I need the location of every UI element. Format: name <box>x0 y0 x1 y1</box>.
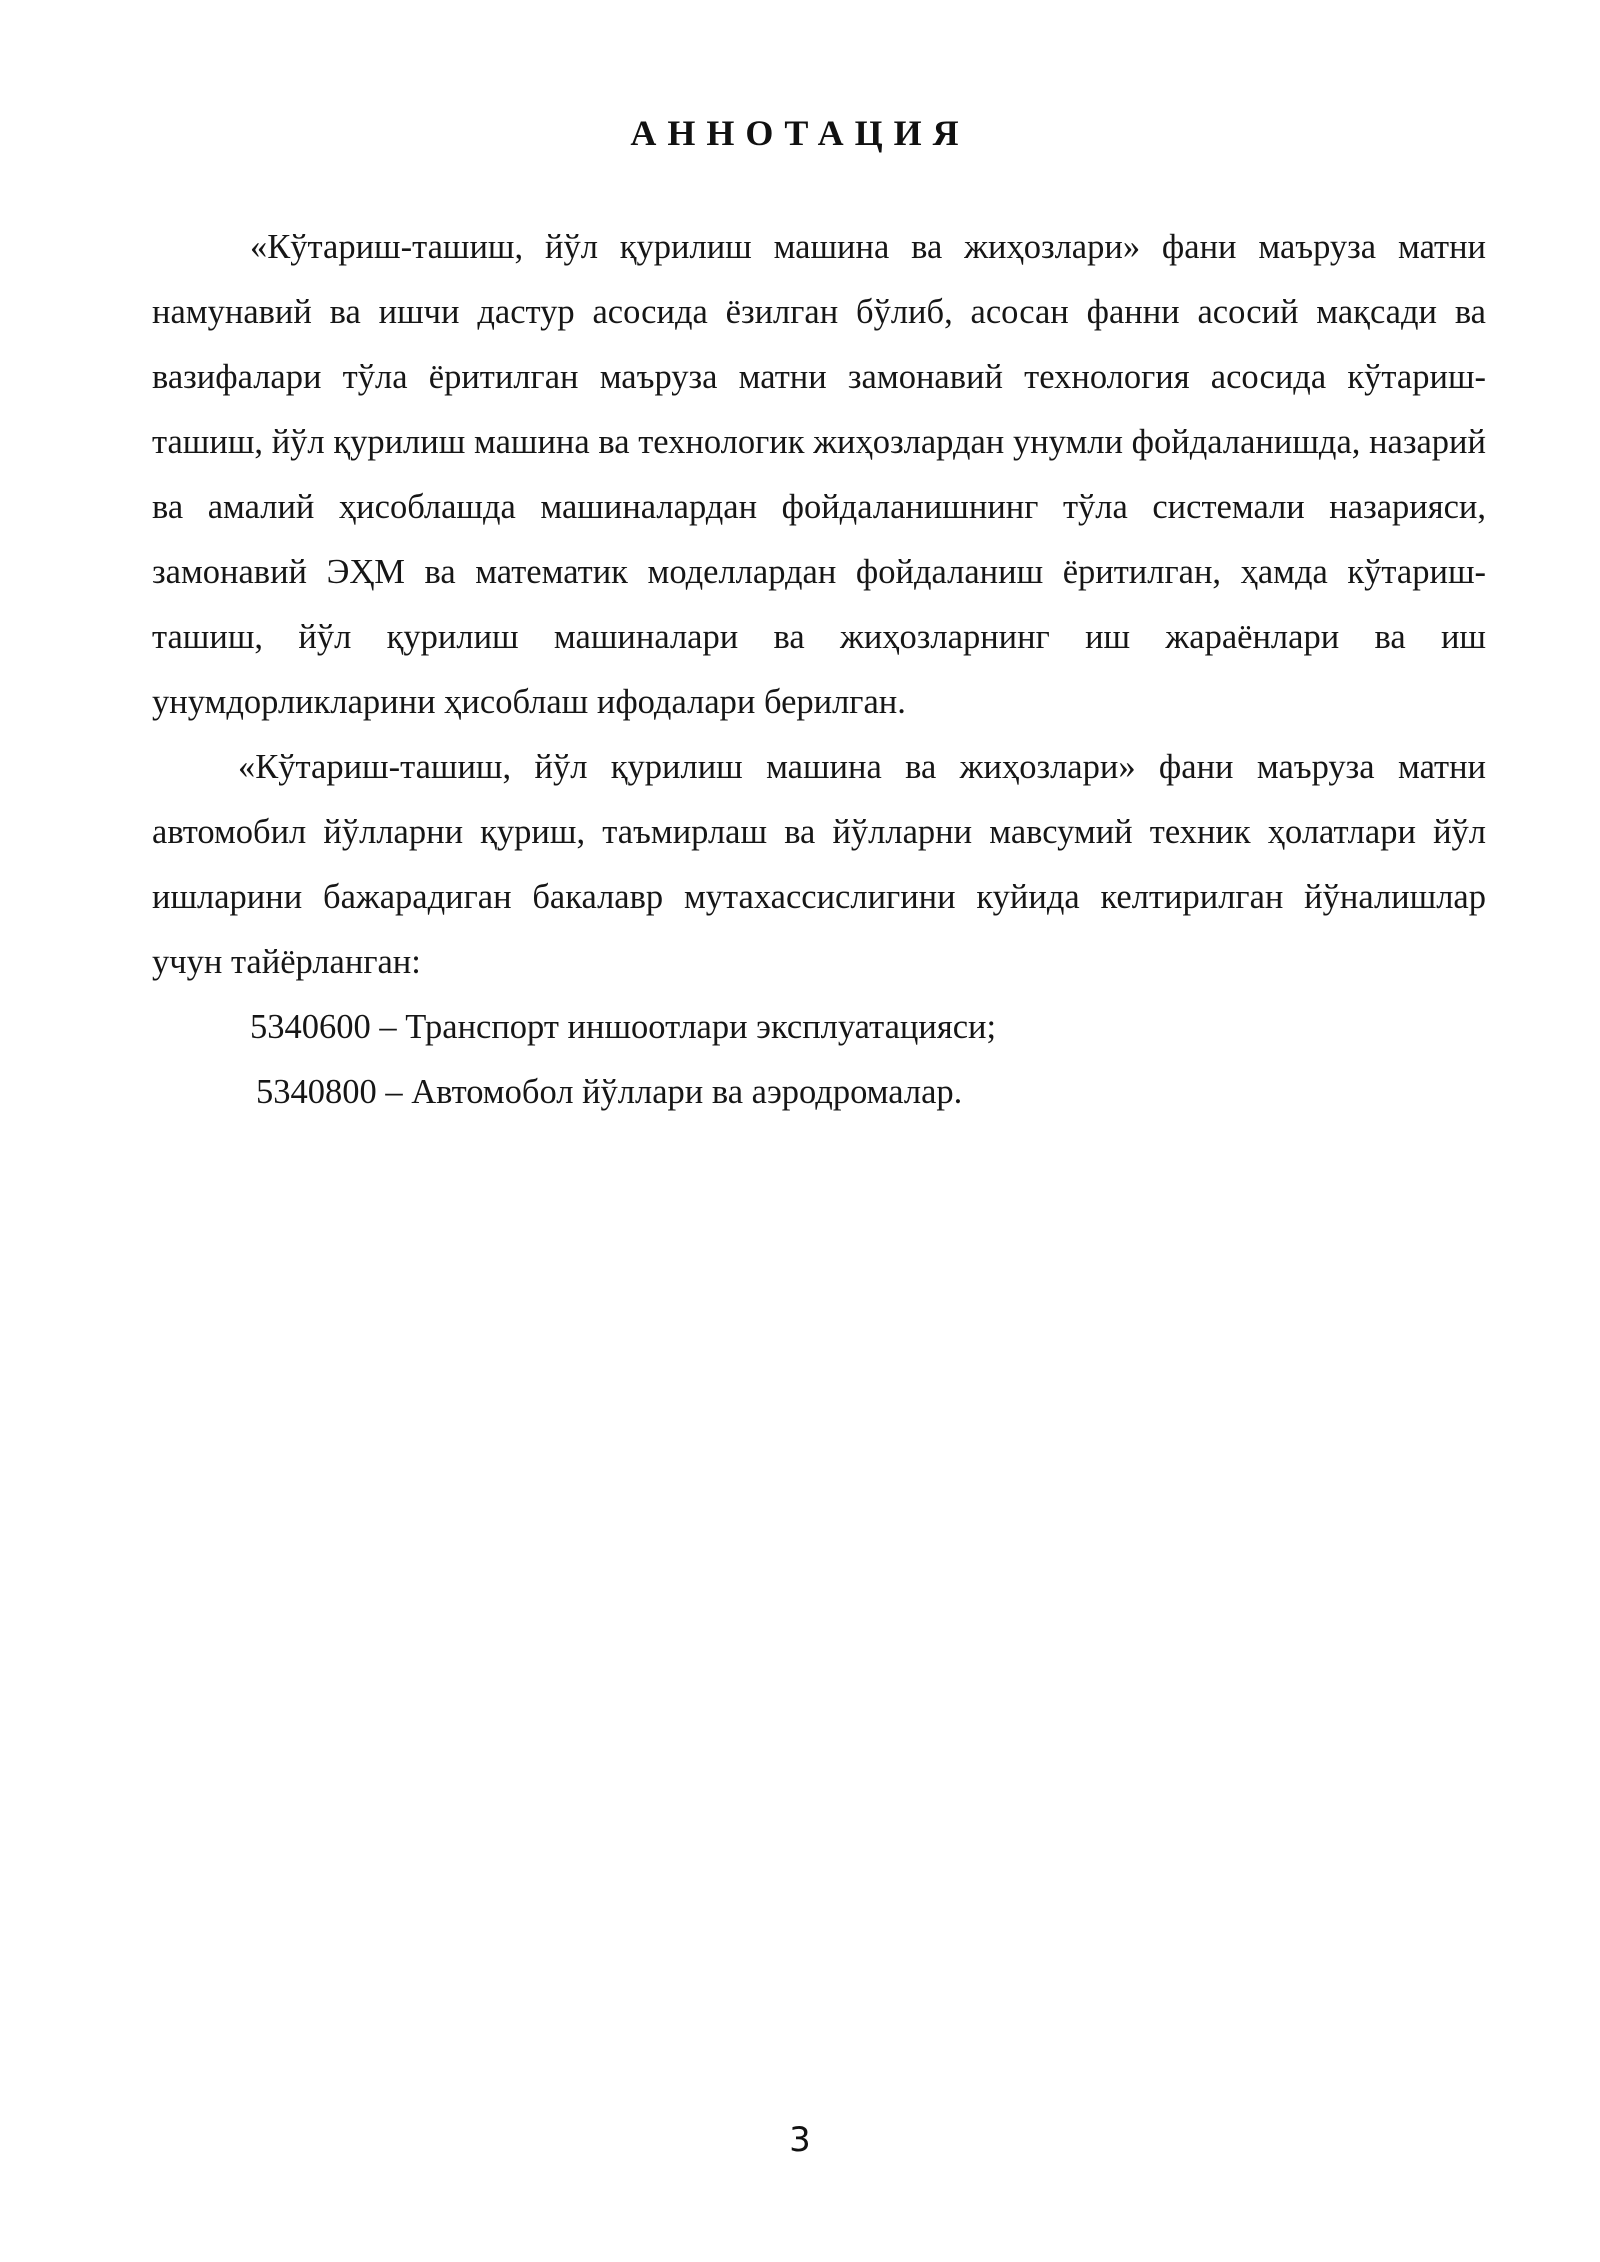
page-number: 3 <box>789 2120 811 2160</box>
paragraph-course-description: «Кўтариш-ташиш, йўл қурилиш машина ва жиҳозлари» фани маъруза матни намунавий ва ишчи дастур асосида ёзилган бўлиб, асосан фанни асосий мақсади ва вазифалари тўла ёритилган маъруза матни замонавий технология асосида кўтариш-ташиш, йўл қурилиш машина ва технологик жиҳозлардан унумли фойдаланишда, назарий ва амалий ҳисоблашда машиналардан фойдаланишнинг тўла системали назарияси, замонавий ЭҲМ ва математик моделлардан фойдаланиш ёритилган, ҳамда кўтариш-ташиш, йўл қурилиш машиналари ва жиҳозларнинг иш жараёнлари ва иш унумдорликларини ҳисоблаш ифодалари берилган. <box>152 228 1486 721</box>
document-body <box>152 215 1486 1125</box>
page-title: АННОТАЦИЯ <box>630 113 970 153</box>
paragraph-target-audience: «Кўтариш-ташиш, йўл қурилиш машина ва жиҳозлари» фани маъруза матни автомобил йўлларни қуриш, таъмирлаш ва йўлларни мавсумий техник ҳолатлари йўл ишларини бажарадиган бакалавр мутахассислигини куйида келтирилган йўналишлар учун тайёрланган: <box>152 748 1486 981</box>
specialty-item: 5340800 – Автомобол йўллари ва аэродромалар. <box>256 1073 963 1111</box>
specialty-item: 5340600 – Транспорт иншоотлари эксплуатацияси; <box>250 1008 997 1046</box>
